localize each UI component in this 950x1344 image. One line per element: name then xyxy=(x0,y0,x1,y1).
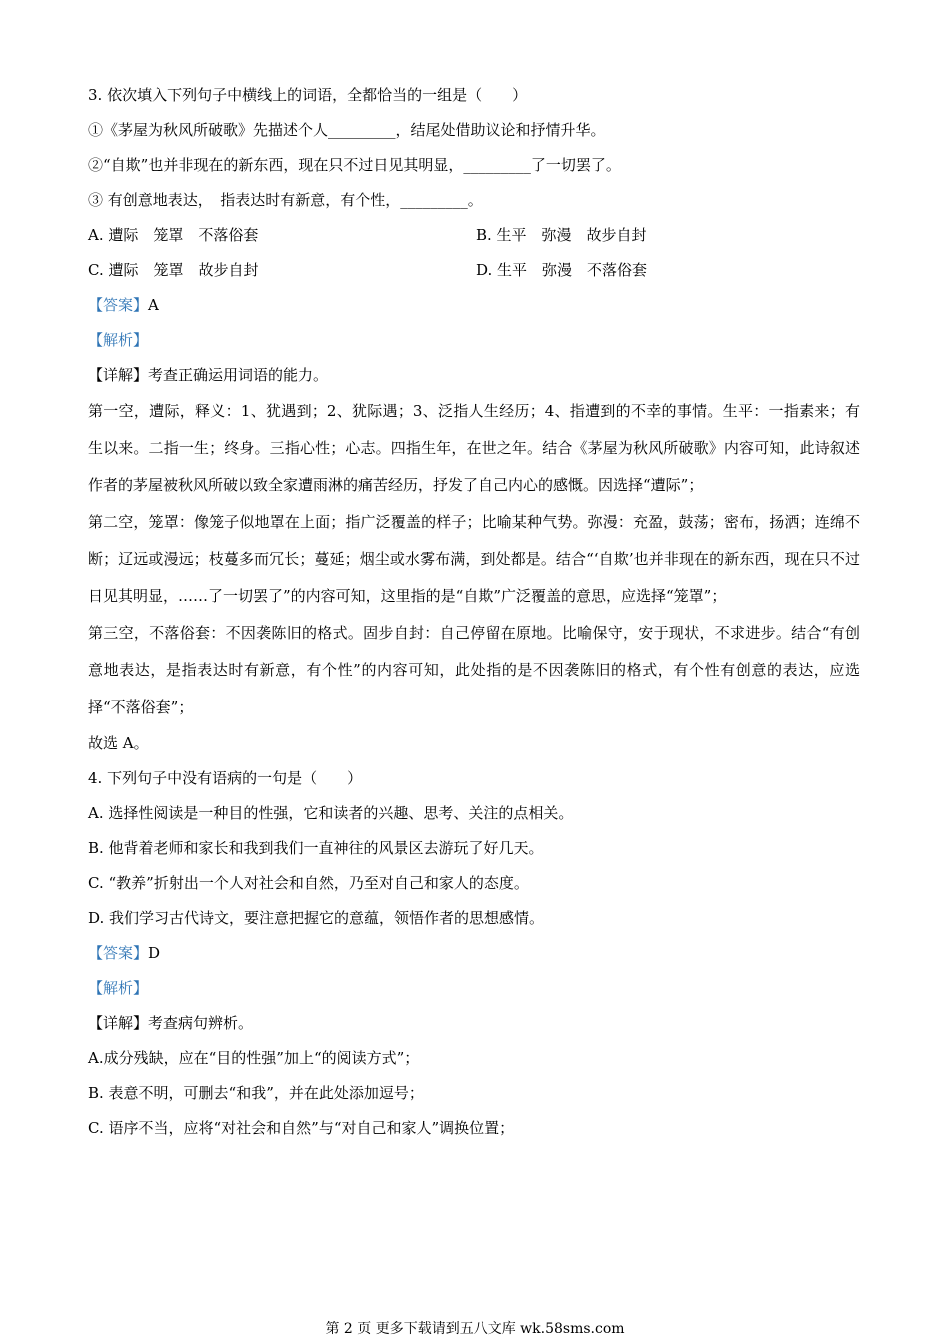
q3-option-b: B. 生平 弥漫 故步自封 xyxy=(476,226,647,244)
document-page xyxy=(88,78,860,1146)
q3-stem: 3. 依次填入下列句子中横线上的词语，全都恰当的一组是（ ） xyxy=(88,86,528,104)
q3-paragraph-1: 第一空，遭际，释义：1、犹遇到；2、犹际遇；3、泛指人生经历；4、指遭到的不幸的事情。生平：一指素来；有生以来。二指一生；终身。三指心性；心志。四指生年，在世之年。结合《茅屋为秋风所破歌》内容可知，此诗叙述作者的茅屋被秋风所破以致全家遭雨淋的痛苦经历，抒发了自己内心的感慨。因选择“遭际”； xyxy=(88,402,860,494)
q3-answer xyxy=(88,288,860,323)
q3-sentence-2: ②“自欺”也并非现在的新东西，现在只不过日见其明显，_________了一切罢了。 xyxy=(88,156,621,174)
q3-option-a: A. 遭际 笼罩 不落俗套 xyxy=(88,226,259,244)
q3-conclusion: 故选 A。 xyxy=(88,734,149,752)
q4-option-d: D. 我们学习古代诗文，要注意把握它的意蕴，领悟作者的思想感情。 xyxy=(88,909,545,927)
answer-tag: 【答案】 xyxy=(88,944,149,962)
q4-stem: 4. 下列句子中没有语病的一句是（ ） xyxy=(88,769,363,787)
q3-paragraph-3: 第三空，不落俗套：不因袭陈旧的格式。固步自封：自己停留在原地。比喻保守，安于现状，不求进步。结合“有创意地表达，是指表达时有新意，有个性”的内容可知，此处指的是不因袭陈旧的格式，有个性有创意的表达，应选择“不落俗套”； xyxy=(88,624,860,716)
page-footer: 第 2 页 更多下载请到五八文库 wk.58sms.com xyxy=(325,1321,625,1337)
q4-explanation-b: B. 表意不明，可删去“和我”，并在此处添加逗号； xyxy=(88,1084,424,1102)
detail-tag: 【详解】 xyxy=(88,1014,149,1032)
answer-tag: 【答案】 xyxy=(88,296,149,314)
q4-detail xyxy=(88,1006,860,1041)
q3-sentence-1: ①《茅屋为秋风所破歌》先描述个人_________，结尾处借助议论和抒情升华。 xyxy=(88,121,606,139)
detail-tag: 【详解】 xyxy=(88,366,149,384)
q4-option-a: A. 选择性阅读是一种目的性强，它和读者的兴趣、思考、关注的点相关。 xyxy=(88,804,574,822)
q4-explanation-c: C. 语序不当，应将“对社会和自然”与“对自己和家人”调换位置； xyxy=(88,1119,515,1137)
q3-detail xyxy=(88,358,860,393)
q3-answer-value: A xyxy=(148,296,159,314)
q3-sentence-3: ③ 有创意地表达， 指表达时有新意，有个性，_________。 xyxy=(88,191,483,209)
q4-option-c: C. “教养”折射出一个人对社会和自然，乃至对自己和家人的态度。 xyxy=(88,874,529,892)
q4-option-b: B. 他背着老师和家长和我到我们一直神往的风景区去游玩了好几天。 xyxy=(88,839,544,857)
q4-analysis xyxy=(88,971,860,1006)
q4-answer-value: D xyxy=(148,944,161,962)
q4-answer xyxy=(88,936,860,971)
q3-options-row-1 xyxy=(88,218,860,253)
q3-detail-text: 考查正确运用词语的能力。 xyxy=(148,366,329,384)
q3-options-row-2 xyxy=(88,253,860,288)
q3-paragraph-2: 第二空，笼罩：像笼子似地罩在上面；指广泛覆盖的样子；比喻某种气势。弥漫：充盈，鼓荡；密布，扬洒；连绵不断；辽远或漫远；枝蔓多而冗长；蔓延；烟尘或水雾布满，到处都是。结合“‘自欺’也并非现在的新东西，现在只不过日见其明显，……了一切罢了”的内容可知，这里指的是“自欺”广泛覆盖的意思，应选择“笼罩”； xyxy=(88,513,860,605)
analysis-tag: 【解析】 xyxy=(88,979,149,997)
q3-analysis xyxy=(88,323,860,358)
q3-option-c: C. 遭际 笼罩 故步自封 xyxy=(88,261,259,279)
q4-detail-text: 考查病句辨析。 xyxy=(148,1014,254,1032)
q4-explanation-a: A.成分残缺，应在“目的性强”加上“的阅读方式”； xyxy=(88,1049,420,1067)
q3-option-d: D. 生平 弥漫 不落俗套 xyxy=(476,261,648,279)
analysis-tag: 【解析】 xyxy=(88,331,149,349)
